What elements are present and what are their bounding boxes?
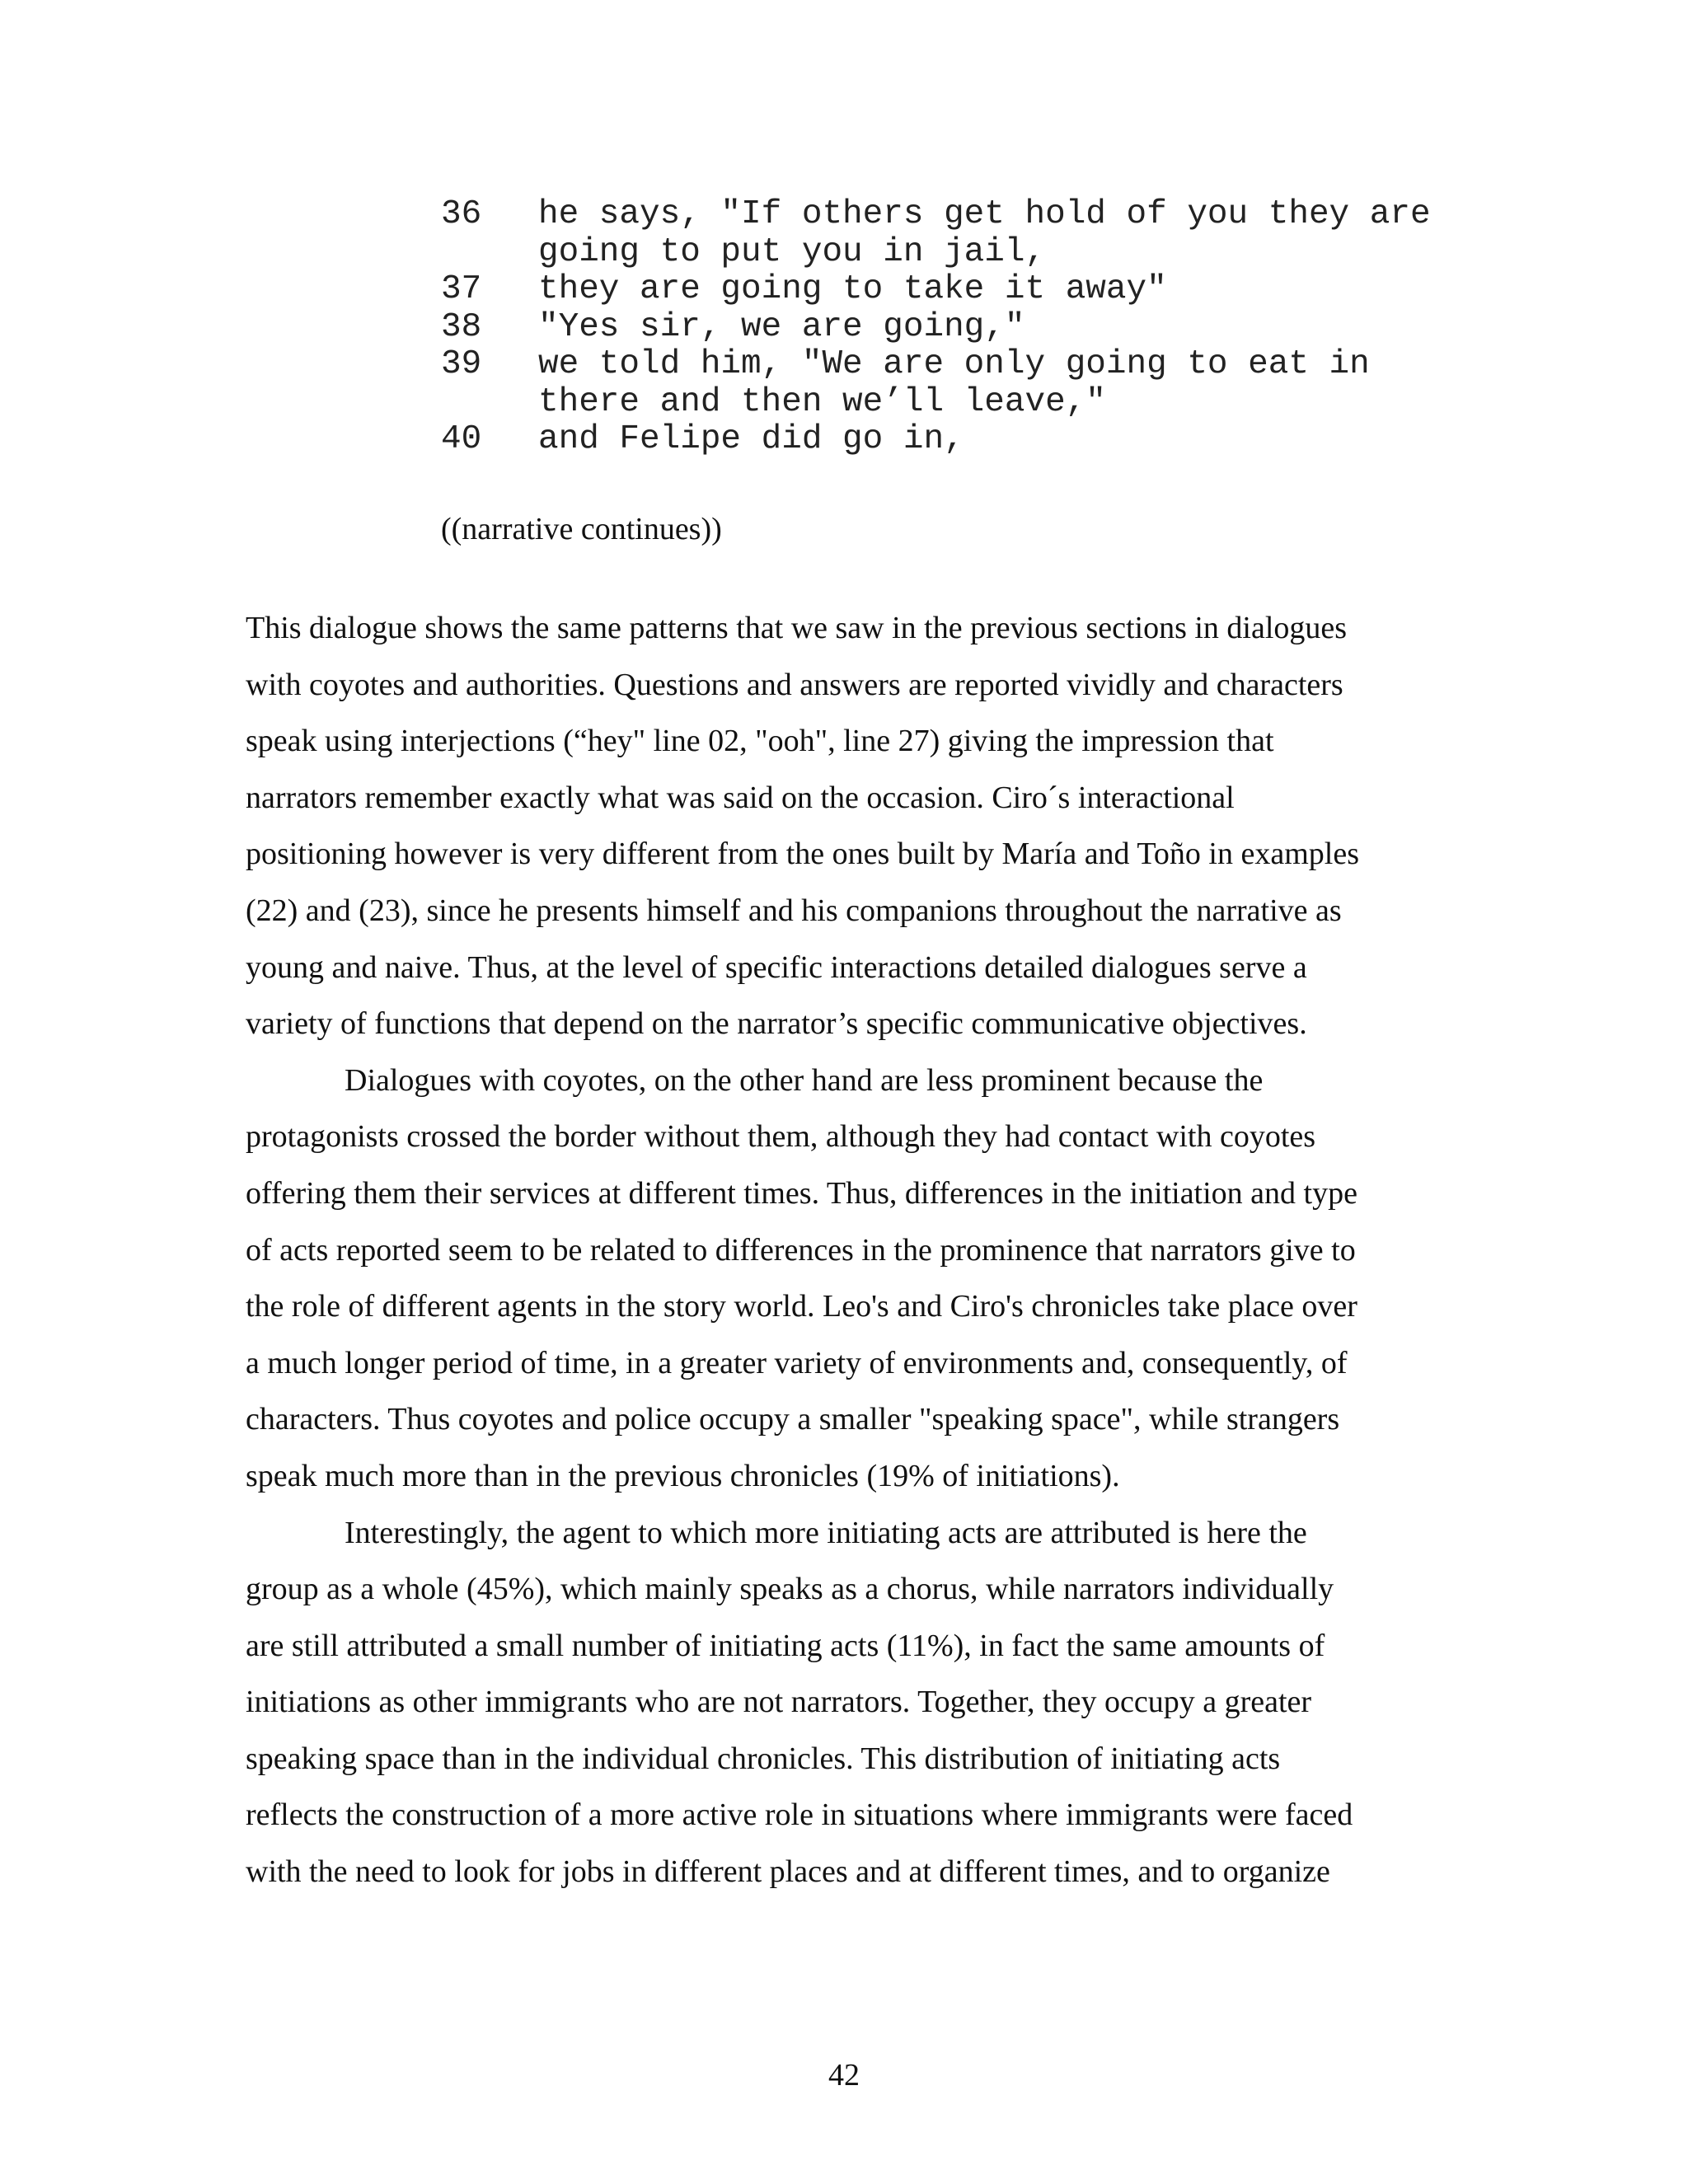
- page-number: 42: [828, 2058, 860, 2093]
- paragraph-line: speaking space than in the individual chronicles. This distribution of initiating acts: [246, 1741, 1281, 1776]
- paragraph-line: are still attributed a small number of initiating acts (11%), in fact the same amounts of: [246, 1628, 1325, 1663]
- paragraph-line: speak using interjections (“hey" line 02, "ooh", line 27) giving the impression that: [246, 724, 1274, 759]
- paragraph-line: the role of different agents in the story world. Leo's and Ciro's chronicles take place over: [246, 1289, 1357, 1324]
- paragraph-line: Interestingly, the agent to which more initiating acts are attributed is here the: [345, 1515, 1307, 1550]
- paragraph-line: with the need to look for jobs in different places and at different times, and to organize: [246, 1854, 1330, 1890]
- line-text: he says, "If others get hold of you they are: [538, 195, 1431, 233]
- paragraph-line: of acts reported seem to be related to differences in the prominence that narrators give to: [246, 1232, 1356, 1268]
- line-text: we told him, "We are only going to eat in: [538, 345, 1370, 383]
- line-number: [441, 384, 538, 422]
- paragraph-line: offering them their services at different times. Thus, differences in the initiation and type: [246, 1175, 1357, 1211]
- paragraph-line: protagonists crossed the border without them, although they had contact with coyotes: [246, 1119, 1316, 1155]
- transcript-note: ((narrative continues)): [441, 512, 722, 546]
- paragraph-line: positioning however is very different from the ones built by María and Toño in examples: [246, 837, 1359, 872]
- paragraph-line: This dialogue shows the same patterns that we saw in the previous sections in dialogues: [246, 611, 1348, 645]
- paragraph-line: reflects the construction of a more active role in situations where immigrants were faced: [246, 1797, 1353, 1833]
- body-text: [246, 600, 1449, 1900]
- line-text: and Felipe did go in,: [538, 420, 964, 458]
- paragraph: [246, 600, 1449, 1052]
- paragraph: [246, 1052, 1449, 1505]
- line-text: going to put you in jail,: [538, 232, 1046, 271]
- paragraph-line: young and naive. Thus, at the level of specific interactions detailed dialogues serve a: [246, 949, 1307, 985]
- line-number: 38: [441, 307, 482, 346]
- line-number: 39: [441, 345, 482, 383]
- paragraph-line: Dialogues with coyotes, on the other hand are less prominent because the: [345, 1062, 1264, 1098]
- transcript-line: [441, 384, 1512, 422]
- line-number: 40: [441, 420, 482, 458]
- transcript-line: [441, 271, 1512, 309]
- paragraph-line: variety of functions that depend on the narrator’s specific communicative objectives.: [246, 1006, 1307, 1042]
- transcript-block: [441, 196, 1512, 459]
- line-number: [441, 234, 538, 272]
- paragraph-line: speak much more than in the previous chronicles (19% of initiations).: [246, 1458, 1120, 1493]
- transcript-line: [441, 309, 1512, 347]
- line-text: there and then we’ll leave,": [538, 382, 1106, 421]
- paragraph-line: initiations as other immigrants who are not narrators. Together, they occupy a greater: [246, 1685, 1312, 1720]
- paragraph-line: characters. Thus coyotes and police occupy a smaller "speaking space", while strangers: [246, 1402, 1340, 1437]
- paragraph-line: with coyotes and authorities. Questions and answers are reported vividly and characters: [246, 667, 1343, 702]
- paragraph: [246, 1505, 1449, 1900]
- line-number: 37: [441, 270, 482, 308]
- transcript-line: [441, 196, 1512, 234]
- paragraph-line: group as a whole (45%), which mainly speaks as a chorus, while narrators individually: [246, 1572, 1334, 1607]
- paragraph-line: narrators remember exactly what was said on the occasion. Ciro´s interactional: [246, 780, 1235, 815]
- line-number: 36: [441, 195, 482, 233]
- paragraph-line: a much longer period of time, in a greater variety of environments and, consequently, of: [246, 1345, 1348, 1380]
- transcript-line: [441, 346, 1512, 384]
- transcript-line: [441, 421, 1512, 459]
- line-text: "Yes sir, we are going,": [538, 307, 1025, 346]
- paragraph-line: (22) and (23), since he presents himself and his companions throughout the narrative as: [246, 893, 1342, 928]
- transcript-line: [441, 234, 1512, 272]
- line-text: they are going to take it away": [538, 270, 1167, 308]
